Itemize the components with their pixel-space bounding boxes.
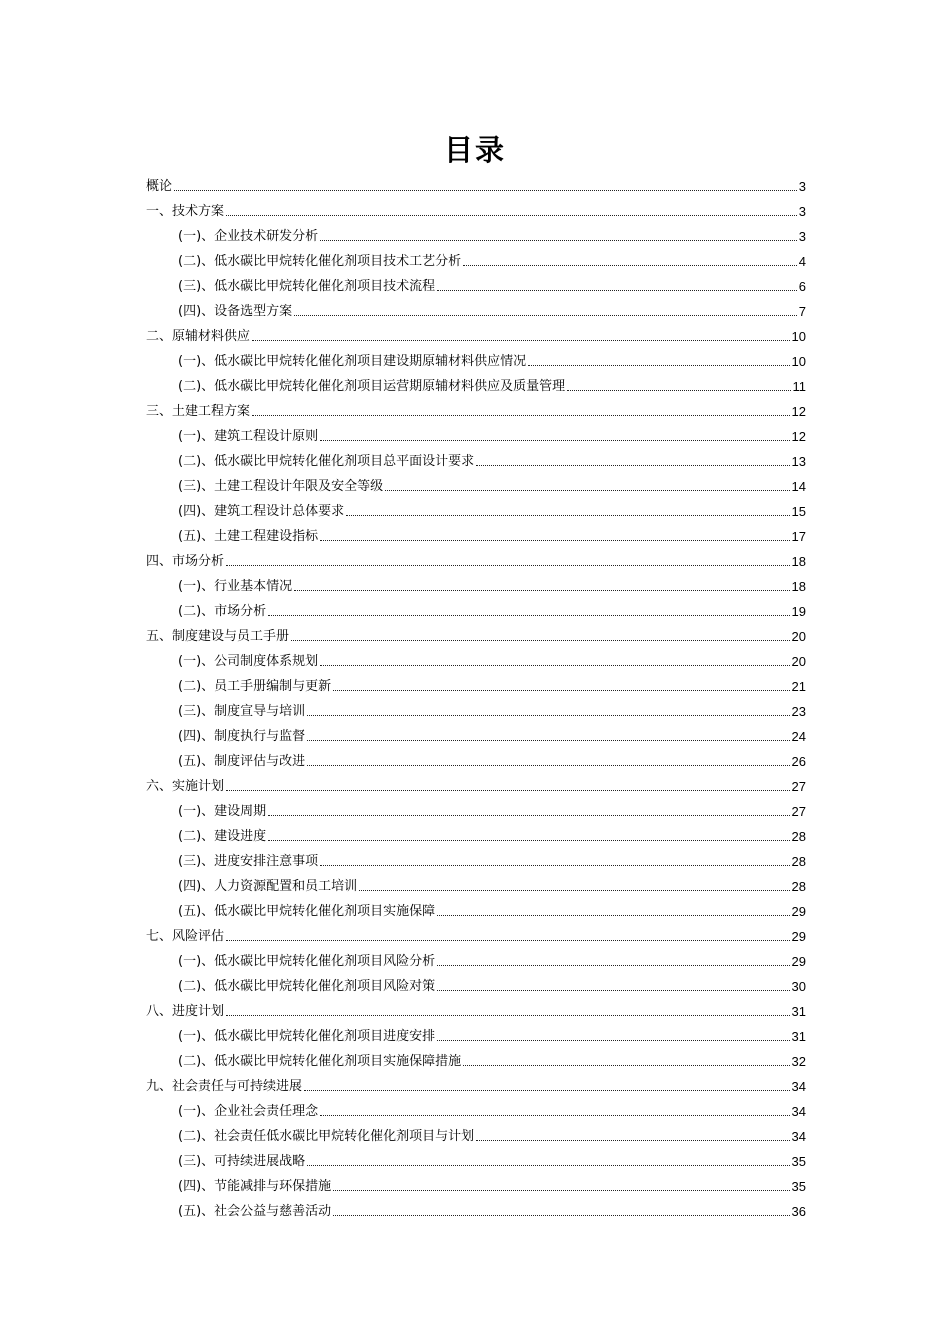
toc-entry-label: (四)、节能减排与环保措施 [178,1179,332,1194]
toc-entry-label: (一)、低水碳比甲烷转化催化剂项目进度安排 [178,1029,436,1044]
toc-entry[interactable] [146,624,806,649]
toc-entry-label: (一)、低水碳比甲烷转化催化剂项目建设期原辅材料供应情况 [178,354,527,369]
toc-entry-label: (四)、建筑工程设计总体要求 [178,504,345,519]
toc-entry[interactable] [146,399,806,424]
toc-entry[interactable] [146,374,806,399]
toc-entry-page-number: 6 [798,279,806,294]
toc-entry[interactable] [146,824,806,849]
toc-entry-page-number: 31 [791,1004,806,1019]
toc-entry[interactable] [146,474,806,499]
toc-entry-page-number: 30 [791,979,806,994]
dot-leader [320,1115,789,1116]
toc-entry[interactable] [146,199,806,224]
toc-entry-page-number: 20 [791,654,806,669]
dot-leader [359,890,789,891]
dot-leader [226,790,790,791]
toc-entry-page-number: 29 [791,954,806,969]
toc-entry-page-number: 35 [791,1179,806,1194]
toc-entry-label: (三)、进度安排注意事项 [178,854,319,869]
toc-entry-page-number: 17 [791,529,806,544]
toc-entry-page-number: 19 [791,604,806,619]
toc-entry-page-number: 15 [791,504,806,519]
toc-entry-page-number: 32 [791,1054,806,1069]
dot-leader [307,740,789,741]
toc-entry-page-number: 11 [792,379,806,394]
toc-title: 目录 [443,133,506,167]
dot-leader [268,840,789,841]
toc-entry-label: (三)、土建工程设计年限及安全等级 [178,479,384,494]
toc-entry-label: (一)、低水碳比甲烷转化催化剂项目风险分析 [178,954,436,969]
dot-leader [252,340,790,341]
toc-entry-page-number: 23 [791,704,806,719]
toc-entry-label: (二)、低水碳比甲烷转化催化剂项目运营期原辅材料供应及质量管理 [178,379,566,394]
toc-entry[interactable] [146,1124,806,1149]
dot-leader [437,915,789,916]
toc-entry[interactable] [146,774,806,799]
toc-entry[interactable] [146,974,806,999]
dot-leader [320,540,789,541]
toc-entry-page-number: 34 [791,1079,806,1094]
toc-entry-label: (二)、低水碳比甲烷转化催化剂项目总平面设计要求 [178,454,475,469]
toc-entry[interactable] [146,349,806,374]
toc-entry[interactable] [146,174,806,199]
toc-entry-page-number: 34 [791,1104,806,1119]
dot-leader [333,1215,789,1216]
toc-entry-label: 七、风险评估 [146,929,225,944]
toc-entry[interactable] [146,924,806,949]
dot-leader [437,1040,789,1041]
toc-entry-label: (二)、建设进度 [178,829,267,844]
toc-entry-page-number: 7 [798,304,806,319]
toc-entry-label: (一)、建设周期 [178,804,267,819]
toc-entry-page-number: 21 [791,679,806,694]
dot-leader [333,690,789,691]
dot-leader [268,815,789,816]
toc-entry[interactable] [146,799,806,824]
toc-entry[interactable] [146,699,806,724]
toc-entry-page-number: 14 [791,479,806,494]
dot-leader [346,515,789,516]
dot-leader [294,590,789,591]
toc-entry-page-number: 28 [791,829,806,844]
toc-entry-label: (五)、社会公益与慈善活动 [178,1204,332,1219]
toc-entry-page-number: 13 [791,454,806,469]
toc-entry[interactable] [146,724,806,749]
toc-entry[interactable] [146,874,806,899]
toc-entry-page-number: 18 [791,554,806,569]
toc-entry-page-number: 3 [798,204,806,219]
dot-leader [304,1090,790,1091]
dot-leader [437,990,789,991]
toc-entry-label: (一)、行业基本情况 [178,579,293,594]
toc-entry-label: 六、实施计划 [146,779,225,794]
dot-leader [291,640,790,641]
toc-entry[interactable] [146,424,806,449]
toc-entry-label: (五)、土建工程建设指标 [178,529,319,544]
toc-entry[interactable] [146,1074,806,1099]
toc-entry-label: 九、社会责任与可持续进展 [146,1079,303,1094]
toc-entry[interactable] [146,574,806,599]
toc-entry[interactable] [146,1099,806,1124]
toc-entry[interactable] [146,324,806,349]
toc-entry-label: (四)、人力资源配置和员工培训 [178,879,358,894]
toc-entry[interactable] [146,299,806,324]
toc-entry-page-number: 4 [798,254,806,269]
dot-leader [226,565,790,566]
dot-leader [476,465,789,466]
dot-leader [320,240,797,241]
dot-leader [528,365,789,366]
toc-entry[interactable] [146,849,806,874]
toc-entry-label: (三)、可持续进展战略 [178,1154,306,1169]
dot-leader [463,1065,789,1066]
toc-entry-label: (三)、低水碳比甲烷转化催化剂项目技术流程 [178,279,436,294]
toc-entry-label: (二)、低水碳比甲烷转化催化剂项目实施保障措施 [178,1054,462,1069]
dot-leader [307,715,789,716]
toc-entry-label: (三)、制度宣导与培训 [178,704,306,719]
toc-entry-label: (二)、低水碳比甲烷转化催化剂项目风险对策 [178,979,436,994]
toc-entry-page-number: 26 [791,754,806,769]
toc-entry-page-number: 34 [791,1129,806,1144]
toc-entry-label: (二)、员工手册编制与更新 [178,679,332,694]
toc-entry[interactable] [146,249,806,274]
toc-entry[interactable] [146,549,806,574]
toc-entry[interactable] [146,749,806,774]
toc-entry-page-number: 20 [791,629,806,644]
toc-entry-page-number: 27 [791,804,806,819]
toc-entry[interactable] [146,1199,806,1224]
dot-leader [226,215,797,216]
toc-entry-page-number: 24 [791,729,806,744]
toc-entry[interactable] [146,999,806,1024]
toc-entry-label: 二、原辅材料供应 [146,329,251,344]
toc-list [146,174,806,1224]
toc-entry-label: (一)、建筑工程设计原则 [178,429,319,444]
dot-leader [174,190,797,191]
dot-leader [385,490,789,491]
toc-entry[interactable] [146,1049,806,1074]
toc-entry-page-number: 29 [791,904,806,919]
dot-leader [226,1015,790,1016]
toc-entry-page-number: 28 [791,854,806,869]
toc-entry[interactable] [146,1149,806,1174]
dot-leader [333,1190,789,1191]
toc-entry-page-number: 12 [791,429,806,444]
toc-entry[interactable] [146,899,806,924]
toc-entry[interactable] [146,599,806,624]
toc-entry[interactable] [146,949,806,974]
toc-entry[interactable] [146,224,806,249]
toc-entry[interactable] [146,524,806,549]
dot-leader [320,665,789,666]
toc-entry-label: 八、进度计划 [146,1004,225,1019]
toc-entry-label: (二)、市场分析 [178,604,267,619]
dot-leader [437,965,789,966]
dot-leader [294,315,797,316]
toc-entry-page-number: 29 [791,929,806,944]
dot-leader [268,615,789,616]
toc-entry-label: (一)、公司制度体系规划 [178,654,319,669]
toc-entry-page-number: 28 [791,879,806,894]
toc-entry-label: 概论 [146,179,173,194]
dot-leader [226,940,790,941]
dot-leader [307,765,789,766]
dot-leader [320,440,789,441]
toc-entry[interactable] [146,649,806,674]
toc-entry-page-number: 3 [798,179,806,194]
toc-entry-label: (五)、制度评估与改进 [178,754,306,769]
toc-entry[interactable] [146,674,806,699]
toc-entry-label: (一)、企业技术研发分析 [178,229,319,244]
toc-entry[interactable] [146,449,806,474]
toc-entry-page-number: 12 [791,404,806,419]
dot-leader [437,290,797,291]
toc-entry-page-number: 10 [791,354,806,369]
dot-leader [252,415,790,416]
toc-entry-page-number: 31 [791,1029,806,1044]
toc-entry-label: 五、制度建设与员工手册 [146,629,290,644]
toc-entry-page-number: 35 [791,1154,806,1169]
toc-entry-label: (四)、设备选型方案 [178,304,293,319]
toc-entry-label: 一、技术方案 [146,204,225,219]
toc-entry[interactable] [146,274,806,299]
toc-entry[interactable] [146,1174,806,1199]
toc-entry-page-number: 36 [791,1204,806,1219]
toc-entry-page-number: 27 [791,779,806,794]
toc-entry-page-number: 18 [791,579,806,594]
toc-entry-label: (一)、企业社会责任理念 [178,1104,319,1119]
toc-entry-label: (二)、低水碳比甲烷转化催化剂项目技术工艺分析 [178,254,462,269]
toc-entry-label: 三、土建工程方案 [146,404,251,419]
toc-entry[interactable] [146,499,806,524]
dot-leader [307,1165,789,1166]
toc-entry-label: (五)、低水碳比甲烷转化催化剂项目实施保障 [178,904,436,919]
toc-entry-label: 四、市场分析 [146,554,225,569]
toc-entry[interactable] [146,1024,806,1049]
toc-entry-page-number: 3 [798,229,806,244]
dot-leader [476,1140,789,1141]
dot-leader [463,265,797,266]
toc-entry-page-number: 10 [791,329,806,344]
dot-leader [320,865,789,866]
toc-entry-label: (二)、社会责任低水碳比甲烷转化催化剂项目与计划 [178,1129,475,1144]
dot-leader [567,390,790,391]
toc-entry-label: (四)、制度执行与监督 [178,729,306,744]
